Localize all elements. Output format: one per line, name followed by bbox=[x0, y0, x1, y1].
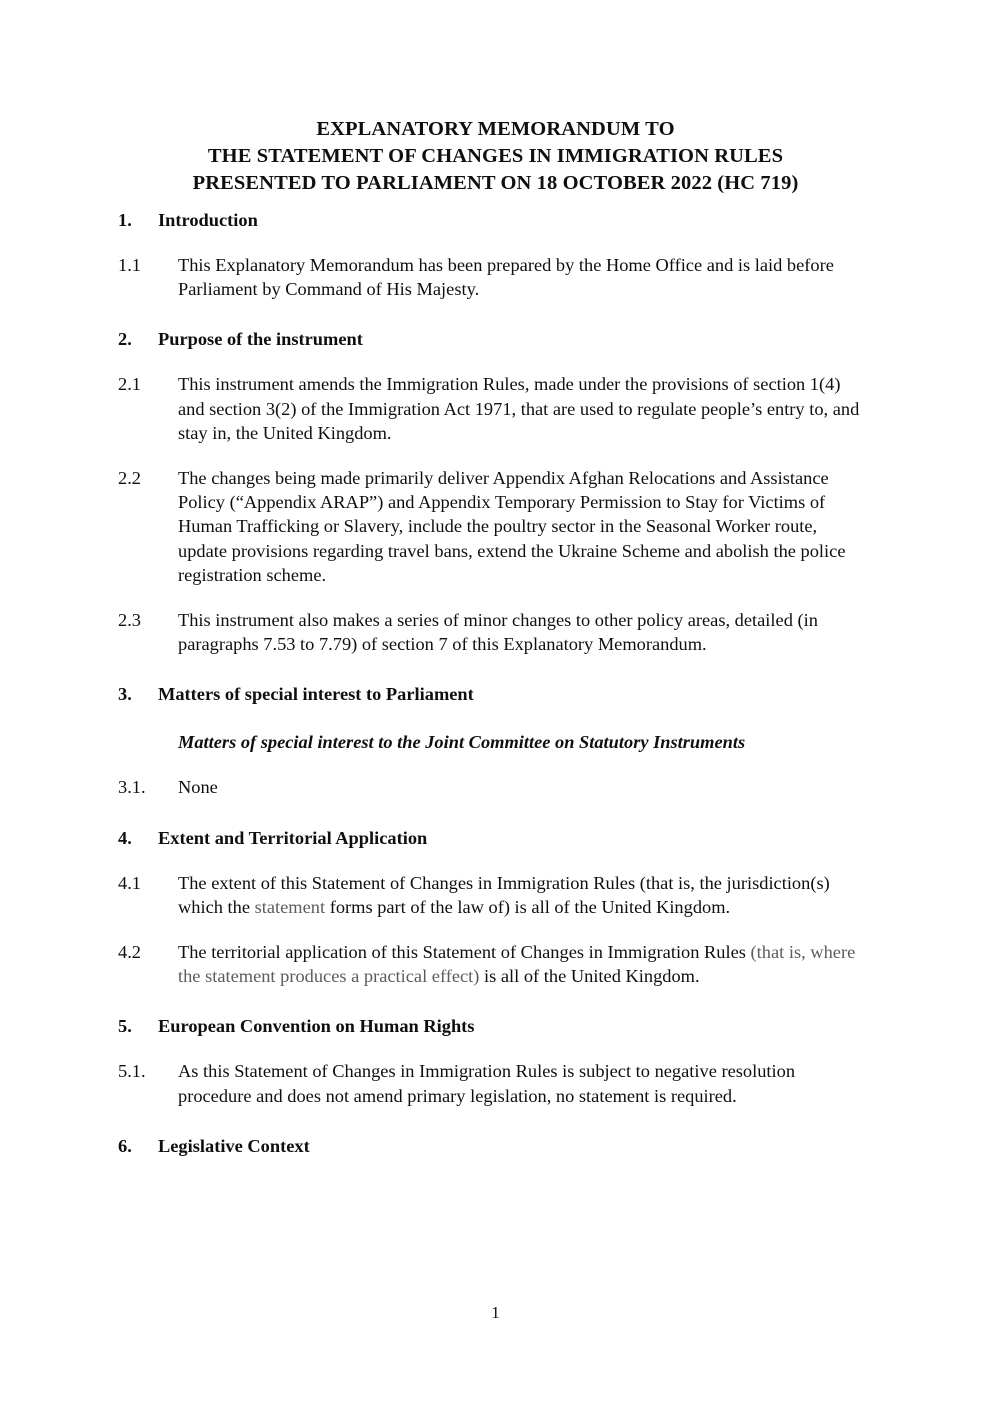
paragraph-text: As this Statement of Changes in Immigration Rules is subject to negative resolution procedure and does not amend primary legislation, no statement is required. bbox=[178, 1061, 796, 1106]
paragraph-text: This instrument also makes a series of minor changes to other policy areas, detailed (in paragraphs 7.53 to 7.79) of section 7 of this Explanatory Memorandum. bbox=[178, 610, 818, 655]
section-number: 5. bbox=[118, 1016, 132, 1037]
paragraph-number: 2.2 bbox=[118, 468, 141, 489]
paragraph-text bbox=[178, 871, 866, 919]
section-heading-purpose bbox=[118, 327, 866, 351]
paragraph-3-1 bbox=[118, 775, 866, 799]
section-number: 6. bbox=[118, 1135, 132, 1156]
paragraph-2-3 bbox=[118, 608, 866, 656]
section-number: 3. bbox=[118, 684, 132, 705]
paragraph-2-1 bbox=[118, 372, 866, 445]
paragraph-1-1 bbox=[118, 253, 866, 301]
section-title: European Convention on Human Rights bbox=[158, 1016, 475, 1037]
subheading-joint-committee: Matters of special interest to the Joint Committee on Statutory Instruments bbox=[178, 732, 746, 753]
section-heading-european-convention-on-human-rights bbox=[118, 1014, 866, 1038]
paragraph-text-run: is all of the United Kingdom. bbox=[479, 966, 700, 987]
paragraph-number: 5.1. bbox=[118, 1061, 146, 1082]
section-number: 4. bbox=[118, 827, 132, 848]
paragraph-text: None bbox=[178, 777, 218, 798]
section-title: Matters of special interest to Parliament bbox=[158, 684, 474, 705]
paragraph-text: The changes being made primarily deliver Appendix Afghan Relocations and Assistance Policy (“Appendix ARAP”) and Appendix Temporary Permission to Stay for Victims of Human Trafficking or Slavery, include the poultry sector in the Seasonal Worker route, update provisions regarding travel bans, extend the Ukraine Scheme and abolish the police registration scheme. bbox=[178, 468, 846, 585]
section-number: 2. bbox=[118, 329, 132, 350]
page-number: 1 bbox=[491, 1303, 500, 1322]
paragraph-5-1 bbox=[118, 1059, 866, 1107]
section-heading-extent-and-territorial-application bbox=[118, 826, 866, 850]
paragraph-2-2 bbox=[118, 466, 866, 587]
paragraph-text: This Explanatory Memorandum has been prepared by the Home Office and is laid before Parliament by Command of His Majesty. bbox=[178, 255, 834, 300]
document-body bbox=[118, 208, 866, 1158]
paragraph-text-run: forms part of the law of) is all of the United Kingdom. bbox=[325, 896, 731, 917]
paragraph-text: This instrument amends the Immigration Rules, made under the provisions of section 1(4) and section 3(2) of the Immigration Act 1971, that are used to regulate people’s entry to, and stay in, the United Kingdom. bbox=[178, 374, 860, 443]
paragraph-number: 3.1. bbox=[118, 777, 146, 798]
paragraph-4-2 bbox=[118, 940, 866, 988]
paragraph-number: 4.2 bbox=[118, 942, 141, 963]
section-number: 1. bbox=[118, 210, 132, 230]
document-title-block bbox=[0, 116, 991, 197]
paragraph-text-run-faint: (that is, where the statement produces a practical effect) bbox=[178, 942, 856, 987]
paragraph-text-run: The extent of this Statement of Changes in Immigration Rules (that is, the jurisdiction(s) which the bbox=[178, 872, 830, 917]
section-title: Introduction bbox=[158, 210, 258, 230]
paragraph-number: 2.1 bbox=[118, 374, 141, 395]
section-title: Legislative Context bbox=[158, 1135, 310, 1156]
paragraph-number: 4.1 bbox=[118, 872, 141, 893]
title-line-3: PRESENTED TO PARLIAMENT ON 18 OCTOBER 2022 (HC 719) bbox=[192, 172, 799, 194]
section-title: Extent and Territorial Application bbox=[158, 827, 428, 848]
paragraph-text-run: The territorial application of this Statement of Changes in Immigration Rules bbox=[178, 942, 751, 963]
paragraph-text-run-faint: statement bbox=[254, 896, 326, 917]
section-title: Purpose of the instrument bbox=[158, 329, 363, 350]
title-line-1: EXPLANATORY MEMORANDUM TO bbox=[316, 118, 675, 140]
paragraph-text bbox=[178, 940, 866, 988]
section-heading-legislative-context bbox=[118, 1134, 866, 1158]
section-heading-introduction bbox=[118, 208, 866, 232]
paragraph-number: 2.3 bbox=[118, 610, 141, 631]
paragraph-4-1 bbox=[118, 871, 866, 919]
section-heading-matters-of-special-interest bbox=[118, 682, 866, 706]
paragraph-number: 1.1 bbox=[118, 255, 141, 275]
title-line-2: THE STATEMENT OF CHANGES IN IMMIGRATION RULES bbox=[207, 145, 784, 167]
